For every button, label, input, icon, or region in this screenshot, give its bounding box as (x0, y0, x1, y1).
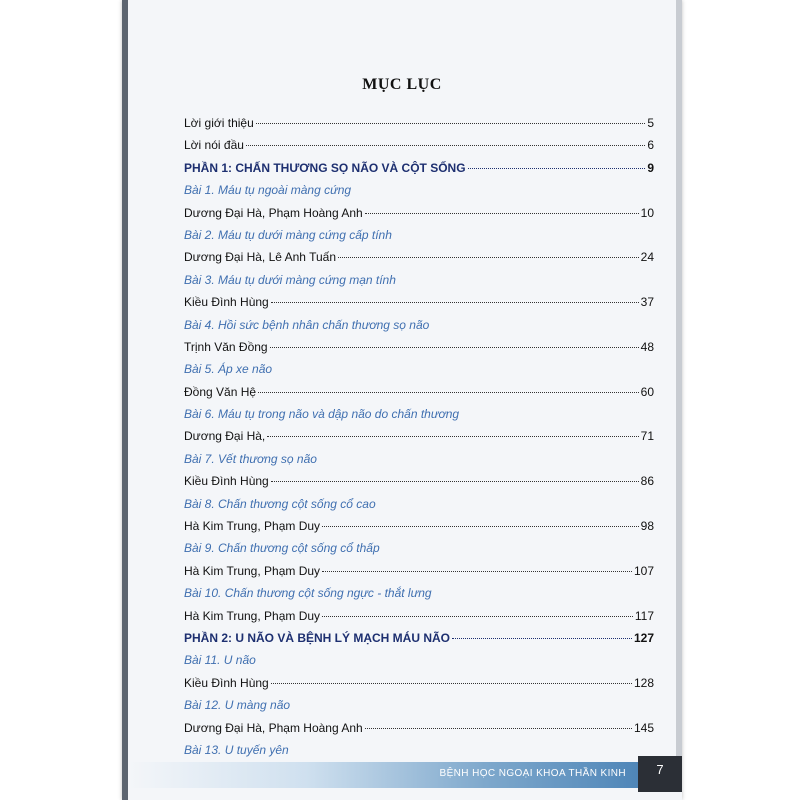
page-number: 7 (638, 756, 682, 792)
toc-entry (184, 291, 654, 313)
toc-entry (184, 112, 654, 134)
toc-entry-text: Dương Đại Hà, (184, 429, 266, 444)
dot-leader (468, 168, 646, 169)
toc-page-number: 71 (640, 429, 654, 444)
toc-page-number: 9 (647, 160, 654, 175)
toc-page-number: 86 (640, 474, 654, 489)
toc-page-number: 128 (633, 675, 654, 690)
toc-entry-text: Đồng Văn Hệ (184, 384, 257, 399)
dot-leader (365, 213, 639, 214)
toc-lesson-title: Bài 8. Chấn thương cột sống cổ cao (184, 496, 376, 511)
toc-page-number: 60 (640, 384, 654, 399)
toc-entry (184, 246, 654, 268)
toc-entry (184, 515, 654, 537)
dot-leader (271, 481, 639, 482)
toc-entry-text: Hà Kim Trung, Phạm Duy (184, 608, 321, 623)
toc-entry-text: Hà Kim Trung, Phạm Duy (184, 563, 321, 578)
dot-leader (258, 392, 639, 393)
toc-lesson-title: Bài 10. Chấn thương cột sống ngực - thắt lưng (184, 586, 432, 601)
toc-lesson-title: Bài 2. Máu tụ dưới màng cứng cấp tính (184, 227, 392, 242)
toc-part-entry (184, 627, 654, 649)
toc-lesson-title: Bài 7. Vết thương sọ não (184, 451, 317, 466)
footer-band (128, 762, 638, 788)
toc-lesson-title: Bài 12. U màng não (184, 698, 291, 713)
toc-entry (184, 381, 654, 403)
toc-page-number: 117 (634, 608, 654, 623)
toc-entry-text: Hà Kim Trung, Phạm Duy (184, 519, 321, 534)
toc-page-number: 5 (647, 116, 654, 130)
toc-entry-text: Lời giới thiệu (184, 116, 254, 130)
dot-leader (256, 123, 646, 124)
toc-page-number: 24 (640, 250, 654, 265)
toc-entry-text: Trịnh Văn Đồng (184, 339, 268, 354)
toc-entry-text: Dương Đại Hà, Phạm Hoàng Anh (184, 720, 363, 735)
toc-entry (184, 336, 654, 358)
toc-page-number: 127 (633, 630, 654, 645)
toc-entry (184, 672, 654, 694)
table-of-contents (184, 112, 654, 784)
toc-lesson-title: Bài 3. Máu tụ dưới màng cứng mạn tính (184, 272, 396, 287)
toc-entry (184, 134, 654, 156)
toc-entry (184, 560, 654, 582)
page-edge-shadow (676, 0, 682, 760)
toc-lesson-title: Bài 1. Máu tụ ngoài màng cứng (184, 183, 352, 198)
page-title: MỤC LỤC (362, 76, 442, 93)
toc-page-number: 98 (640, 519, 654, 534)
dot-leader (365, 728, 632, 729)
dot-leader (271, 683, 632, 684)
dot-leader (270, 347, 639, 348)
toc-entry (184, 470, 654, 492)
toc-page-number: 6 (647, 138, 654, 153)
toc-entry (184, 717, 654, 739)
book-spine-edge (122, 0, 128, 800)
dot-leader (322, 526, 639, 527)
toc-lesson-title: Bài 6. Máu tụ trong não và dập não do chấn thương (184, 407, 460, 422)
toc-entry-text: PHẦN 1: CHẤN THƯƠNG SỌ NÃO VÀ CỘT SỐNG (184, 160, 466, 175)
toc-entry-text: Dương Đại Hà, Lê Anh Tuấn (184, 250, 336, 265)
toc-lesson-title: Bài 9. Chấn thương cột sống cổ thấp (184, 541, 380, 556)
toc-page-number: 107 (633, 563, 654, 578)
dot-leader (338, 257, 639, 258)
dot-leader (322, 616, 633, 617)
dot-leader (322, 571, 632, 572)
toc-page-number: 37 (640, 295, 654, 310)
toc-page-number: 48 (640, 339, 654, 354)
toc-entry-text: PHẦN 2: U NÃO VÀ BỆNH LÝ MẠCH MÁU NÃO (184, 630, 451, 645)
toc-entry (184, 202, 654, 224)
dot-leader (271, 302, 639, 303)
footer-book-title: BỆNH HỌC NGOẠI KHOA THẦN KINH (439, 768, 626, 779)
toc-lesson-title: Bài 11. U não (184, 653, 256, 668)
dot-leader (246, 145, 645, 146)
toc-entry (184, 425, 654, 447)
toc-part-entry (184, 157, 654, 179)
toc-entry-text: Kiều Đình Hùng (184, 474, 269, 489)
document-page (122, 0, 682, 800)
toc-entry (184, 605, 654, 627)
toc-page-number: 145 (633, 720, 654, 735)
toc-lesson-title: Bài 4. Hồi sức bệnh nhân chấn thương sọ não (184, 317, 430, 332)
toc-entry-text: Lời nói đầu (184, 138, 244, 153)
toc-entry-text: Kiều Đình Hùng (184, 675, 269, 690)
dot-leader (267, 436, 638, 437)
toc-lesson-title: Bài 13. U tuyến yên (184, 742, 289, 757)
toc-entry-text: Dương Đại Hà, Phạm Hoàng Anh (184, 205, 363, 220)
toc-lesson-title: Bài 5. Áp xe não (184, 362, 273, 377)
dot-leader (452, 638, 632, 639)
toc-page-number: 10 (640, 205, 654, 220)
toc-entry-text: Kiều Đình Hùng (184, 295, 269, 310)
